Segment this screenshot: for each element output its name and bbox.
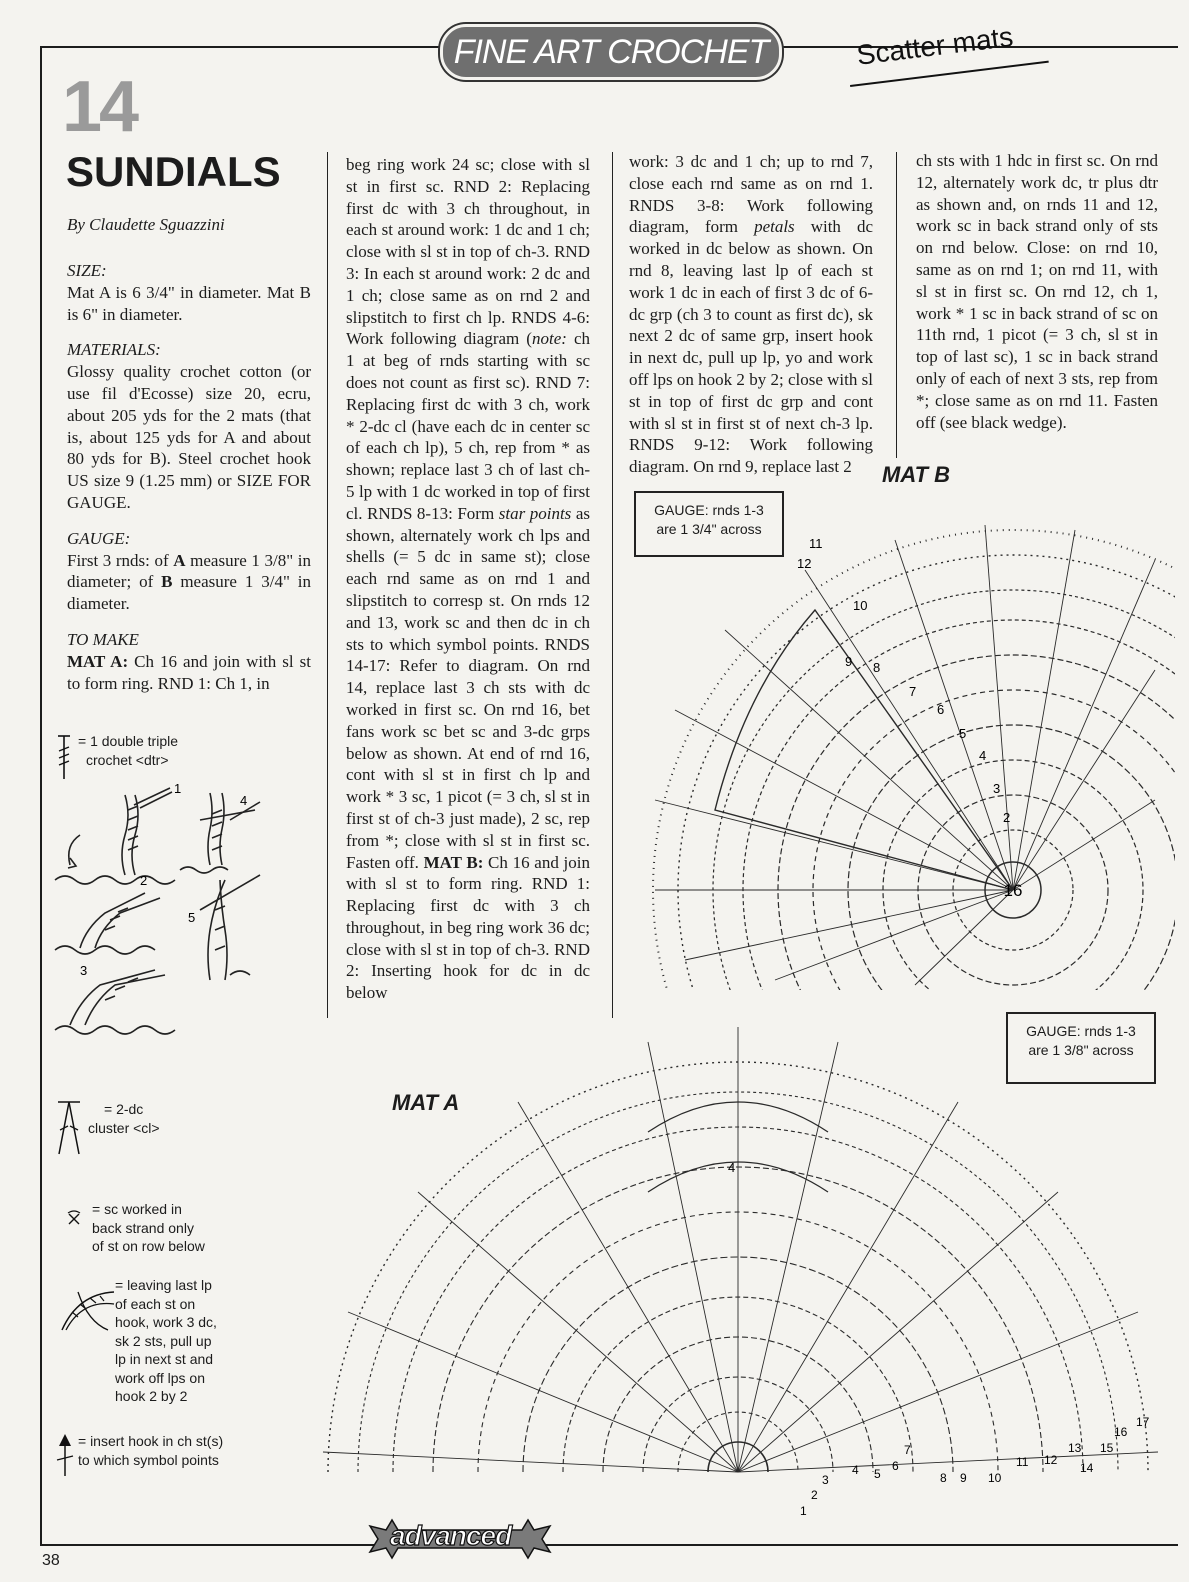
mat-a-rnd-12: 12 [1044, 1453, 1058, 1467]
mat-a-rnd-4: 4 [852, 1463, 859, 1477]
page-number: 38 [42, 1552, 60, 1569]
column-divider-1 [327, 152, 328, 1018]
column-divider-3 [896, 152, 897, 458]
step-label-4: 4 [240, 793, 248, 808]
step-label-2: 2 [140, 873, 148, 888]
legend-sc-back: = sc worked in back strand only of st on row below [92, 1201, 205, 1254]
mat-a-gauge-box: GAUGE: rnds 1-3 are 1 3/8" across [1006, 1012, 1156, 1084]
dtr-symbol-icon [56, 733, 76, 783]
legend-insert-hook: = insert hook in ch st(s) to which symbol points [78, 1433, 224, 1468]
insert-hook-icon [55, 1432, 75, 1478]
author-byline: By Claudette Sguazzini [67, 215, 225, 234]
mat-b-rnd-2: 2 [1003, 810, 1011, 825]
mat-a-rnd-11: 11 [1016, 1455, 1029, 1469]
mat-b-rnd-8: 8 [873, 660, 881, 675]
mat-b-rnd-6: 6 [937, 702, 945, 717]
mat-b-center-label: 16 [1003, 881, 1023, 900]
legend-cluster: = 2-dc cluster <cl> [88, 1101, 160, 1136]
pattern-title: SUNDIALS [66, 148, 281, 195]
difficulty-badge: advanced [390, 1520, 512, 1551]
mat-b-rnd-4: 4 [979, 748, 987, 763]
mat-b-rnd-9: 9 [845, 654, 853, 669]
mat-a-rnd-10: 10 [988, 1471, 1002, 1485]
decrease-symbol-icon [58, 1284, 118, 1334]
mat-b-label: MAT B [882, 462, 951, 487]
mat-b-crochet-diagram [615, 470, 1185, 1000]
to-make-heading: TO MAKE [67, 629, 139, 649]
mat-b-gauge-box: GAUGE: rnds 1-3 are 1 3/4" across [634, 491, 784, 557]
mat-b-instructions-a: work: 3 dc and 1 ch; up to rnd 7, close each rnd same as on rnd 1. RNDS 3-8: Work following diagram, form petals with dc worked in dc below as shown. On rnd 8, leaving last lp of each st work 1 dc in each of first 3 dc of 6-dc grp (ch 3 to count as first dc), sk next 2 dc of same grp, insert hook in next dc, pull up lp, yo and work off lps on hook 2 by 2; close with sl st in top of first dc grp and cont with sl st in first st of next ch-3 lp. RNDS 9-12: Work following diagram. On rnd 9, replace last 2 [629, 152, 873, 477]
mat-a-rnd-13: 13 [1068, 1441, 1082, 1455]
step-label-5: 5 [188, 910, 196, 925]
magazine-banner: FINE ART CROCHET [440, 24, 782, 80]
mat-b-rnd-10: 10 [853, 598, 868, 613]
materials-text: Glossy quality crochet cotton (or use fil d'Ecosse) size 20, ecru, about 205 yds for the 2 mats (that is, about 125 yds for A and about 80 yds for B). Steel crochet hook US size 9 (1.25 mm) or SIZE FOR GAUGE. [67, 362, 311, 512]
mat-a-intro: MAT A: Ch 16 and join with sl st to form ring. RND 1: Ch 1, in [67, 651, 312, 693]
mat-a-rnd-2: 2 [811, 1488, 818, 1502]
size-heading: SIZE: [67, 261, 107, 280]
legend-leaving-last-lp: = leaving last lp of each st on hook, work 3 dc, sk 2 sts, pull up lp in next st and work off lps on hook 2 by 2 [115, 1277, 217, 1404]
sc-back-strand-icon [66, 1208, 86, 1228]
mat-b-rnd-11: 11 [809, 536, 823, 551]
mat-a-inner-label: 4 [728, 1160, 736, 1175]
mat-a-rnd-17: 17 [1136, 1415, 1150, 1429]
mat-a-rnd-5: 5 [874, 1467, 881, 1481]
cluster-symbol-icon [56, 1098, 82, 1158]
mat-a-label: MAT A [392, 1090, 460, 1115]
legend-dtr: = 1 double triple crochet <dtr> [78, 733, 179, 768]
step-label-3: 3 [80, 963, 88, 978]
instructions-column-2 [346, 154, 590, 1004]
gauge-text: First 3 rnds: of A measure 1 3/8" in diameter; of B measure 1 3/4" in diameter. [67, 550, 311, 614]
mat-b-instructions-b: ch sts with 1 hdc in first sc. On rnd 12, alternately work dc, tr plus dtr as shown and, on rnds 11 and 12, work sc in back strand only of sts on rnd below. Close: on rnd 10, same as on rnd 1; on rnd 11, with sl st in first sc. On rnd 12, ch 1, work * 1 sc in back strand of sc on 11th rnd, 1 picot (= 3 ch, sl st in top of last sc), 1 sc in back strand only of each of next 3 sts, rep from *; close same as on rnd 11. Fasten off (see black wedge). [916, 151, 1158, 432]
mat-a-rnd-3: 3 [822, 1473, 829, 1487]
mat-b-rnd-3: 3 [993, 781, 1001, 796]
instructions-column-1 [67, 260, 311, 694]
dtr-steps-illustration [50, 780, 310, 1060]
mat-a-instructions: beg ring work 24 sc; close with sl st in first sc. RND 2: Replacing first dc with 3 ch throughout, in each st around work: 1 dc and 1 ch; close with sl st in top of ch-3. RND 3: In each st around work: 2 dc and 1 ch; close same as on rnd 2 and slipstitch to first ch lp. RNDS 4-6: Work following diagram (note: ch 1 at beg of rnds starting with sc does not count as first sc). RND 7: Replacing first dc with 3 ch, work * 2-dc cl (have each dc in center sc of each ch lp), 5 ch, rep from * as shown; replace last 3 ch of last ch-5 lp with 1 dc worked in top of first cl. RNDS 8-13: Form star points as shown, alternately work ch lps and shells (= 5 dc in same st); close each rnd same as on rnd 1 and slipstitch to corresp st. On rnds 12 and 13, work sc and then dc in ch sts to which symbol points. RNDS 14-17: Refer to diagram. On rnd 14, replace last 3 ch sts with dc worked in first sc. On rnd 16, bet fans work sc bet sc and 3-dc grps below as shown. At end of rnd 16, cont with sl st in first ch lp and work * 3 sc, 1 picot (= 3 ch, sl st in first st of ch-3 just made), 2 sc, rep from *; close with sl st in first sc. Fasten off. MAT B: Ch 16 and join with sl st to form ring. RND 1: Replacing first dc with 3 ch throughout, in beg ring work 36 dc; close with sl st in top of ch-3. RND 2: Inserting hook for dc in dc below [346, 155, 591, 1003]
mat-a-rnd-8: 8 [940, 1471, 947, 1485]
mat-a-rnd-6: 6 [892, 1459, 899, 1473]
mat-a-rnd-7: 7 [904, 1443, 911, 1457]
pattern-number: 14 [62, 67, 137, 147]
mat-a-rnd-15: 15 [1100, 1441, 1114, 1455]
size-text: Mat A is 6 3/4" in diameter. Mat B is 6" in diameter. [67, 282, 311, 324]
mat-a-crochet-diagram [318, 1012, 1180, 1532]
mat-a-rnd-16: 16 [1114, 1425, 1128, 1439]
mat-b-rnd-5: 5 [959, 726, 967, 741]
step-label-1: 1 [174, 781, 182, 796]
mat-a-rnd-9: 9 [960, 1471, 967, 1485]
mat-a-rnd-1: 1 [800, 1504, 807, 1518]
instructions-column-3 [629, 151, 873, 478]
mat-b-rnd-12: 12 [797, 556, 812, 571]
materials-heading: MATERIALS: [67, 340, 161, 360]
instructions-column-4 [916, 150, 1158, 433]
mat-b-rnd-7: 7 [909, 684, 917, 699]
mat-a-rnd-14: 14 [1080, 1461, 1094, 1475]
section-title: Scatter mats [855, 20, 1015, 71]
gauge-heading: GAUGE: [67, 528, 131, 548]
column-divider-2 [612, 152, 613, 1018]
